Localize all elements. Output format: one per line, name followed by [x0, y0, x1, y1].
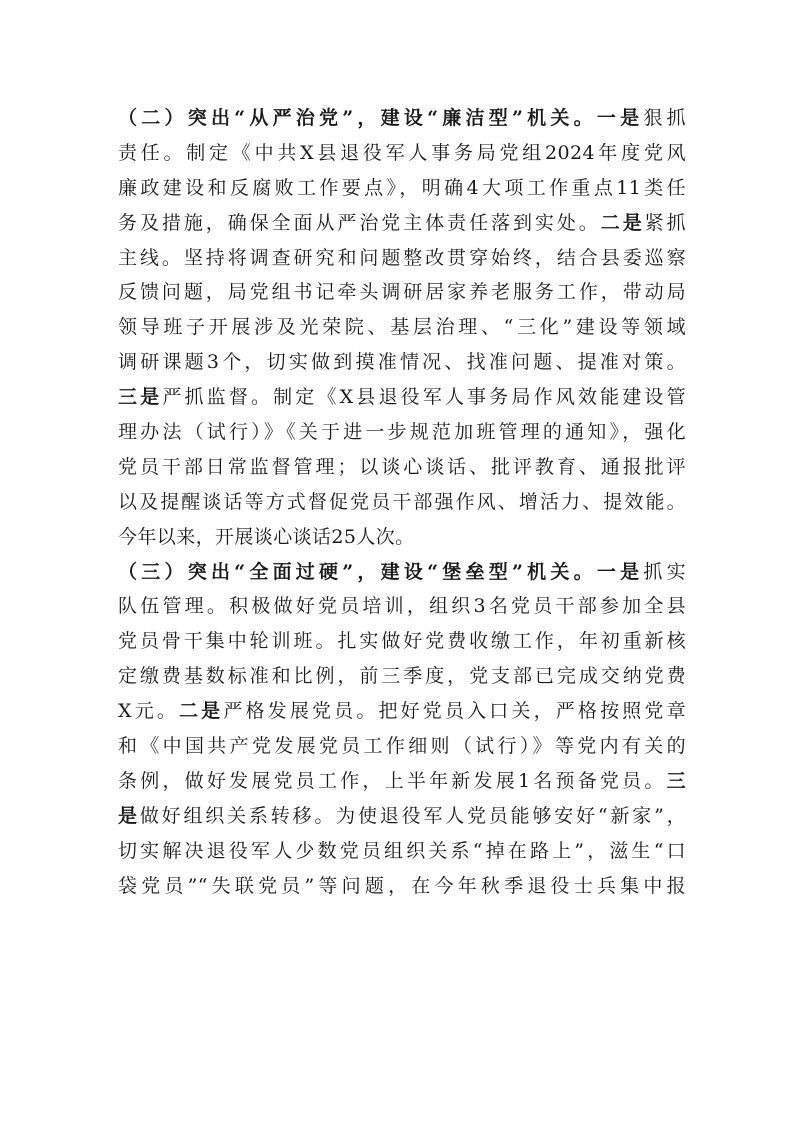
- text-segment: 和《中国共产党发展党员工作细则（试行）》等党内有关的: [118, 735, 686, 758]
- text-line: [118, 206, 686, 241]
- body-text: [118, 101, 686, 903]
- bold-text-segment: （三）突出“全面过硬”，建设“堡垒型”机关。一是: [118, 560, 644, 583]
- text-line: [118, 555, 686, 590]
- text-line: [118, 310, 686, 345]
- text-segment: 理办法（试行）》《关于进一步规范加班管理的通知》，强化: [118, 421, 686, 444]
- text-line: [118, 764, 686, 799]
- text-line: [118, 869, 686, 904]
- text-line: [118, 485, 686, 520]
- text-segment: 狠抓: [643, 107, 686, 129]
- text-segment: 领导班子开展涉及光荣院、基层治理、“三化”建设等领域: [118, 316, 686, 339]
- text-line: [118, 729, 686, 764]
- text-segment: 队伍管理。积极做好党员培训，组织3名党员干部参加全县: [118, 595, 686, 618]
- text-segment: 党员骨干集中轮训班。扎实做好党费收缴工作，年初重新核: [118, 630, 686, 653]
- text-line: [118, 380, 686, 415]
- text-segment: 严格发展党员。把好党员入口关，严格按照党章: [223, 700, 686, 723]
- text-segment: 切实解决退役军人少数党员组织关系“掉在路上”，滋生“口: [118, 839, 686, 862]
- text-segment: 务及措施，确保全面从严治党主体责任落到实处。: [118, 211, 601, 234]
- text-line: [118, 834, 686, 869]
- text-segment: X元。: [118, 700, 180, 723]
- bold-text-segment: （二）突出“从严治党”，建设“廉洁型”机关。一是: [118, 107, 644, 129]
- text-segment: 今年以来，开展谈心谈话25人次。: [118, 525, 415, 548]
- text-line: [118, 624, 686, 659]
- text-segment: 定缴费基数标准和比例，前三季度，党支部已完成交纳党费: [118, 665, 686, 688]
- text-segment: 严抓监督。制定《X县退役军人事务局作风效能建设管: [162, 386, 686, 409]
- text-line: [118, 136, 686, 171]
- text-segment: 抓实: [643, 560, 686, 583]
- text-segment: 做好组织关系转移。为使退役军人党员能够安好“新家”，: [139, 804, 687, 827]
- text-line: [118, 275, 686, 310]
- bold-text-segment: 三: [666, 769, 686, 792]
- text-line: [118, 520, 686, 555]
- text-line: [118, 799, 686, 834]
- text-line: [118, 659, 686, 694]
- text-segment: 反馈问题，局党组书记牵头调研居家养老服务工作，带动局: [118, 281, 686, 304]
- text-segment: 调研课题3个，切实做到摸准情况、找准问题、提准对策。: [118, 351, 686, 374]
- text-line: [118, 589, 686, 624]
- text-segment: 党员干部日常监督管理；以谈心谈话、批评教育、通报批评: [118, 455, 686, 478]
- text-segment: 主线。坚持将调查研究和问题整改贯穿始终，结合县委巡察: [118, 246, 686, 269]
- text-line: [118, 450, 686, 485]
- text-segment: 廉政建设和反腐败工作要点》，明确4大项工作重点11类任: [118, 176, 686, 199]
- text-line: [118, 345, 686, 380]
- text-line: [118, 241, 686, 276]
- bold-text-segment: 是: [118, 804, 140, 827]
- text-line: [118, 415, 686, 450]
- text-line: [118, 694, 686, 729]
- text-segment: 条例，做好发展党员工作，上半年新发展1名预备党员。: [118, 769, 667, 792]
- text-line: [118, 101, 686, 136]
- text-line: [118, 171, 686, 206]
- bold-text-segment: 二是: [600, 211, 645, 234]
- text-segment: 袋党员”“失联党员”等问题，在今年秋季退役士兵集中报: [118, 874, 686, 897]
- text-segment: 责任。制定《中共X县退役军人事务局党组2024年度党风: [118, 141, 686, 164]
- text-segment: 紧抓: [644, 211, 686, 234]
- bold-text-segment: 二是: [179, 700, 224, 723]
- text-segment: 以及提醒谈话等方式督促党员干部强作风、增活力、提效能。: [118, 490, 686, 513]
- bold-text-segment: 三是: [118, 386, 163, 409]
